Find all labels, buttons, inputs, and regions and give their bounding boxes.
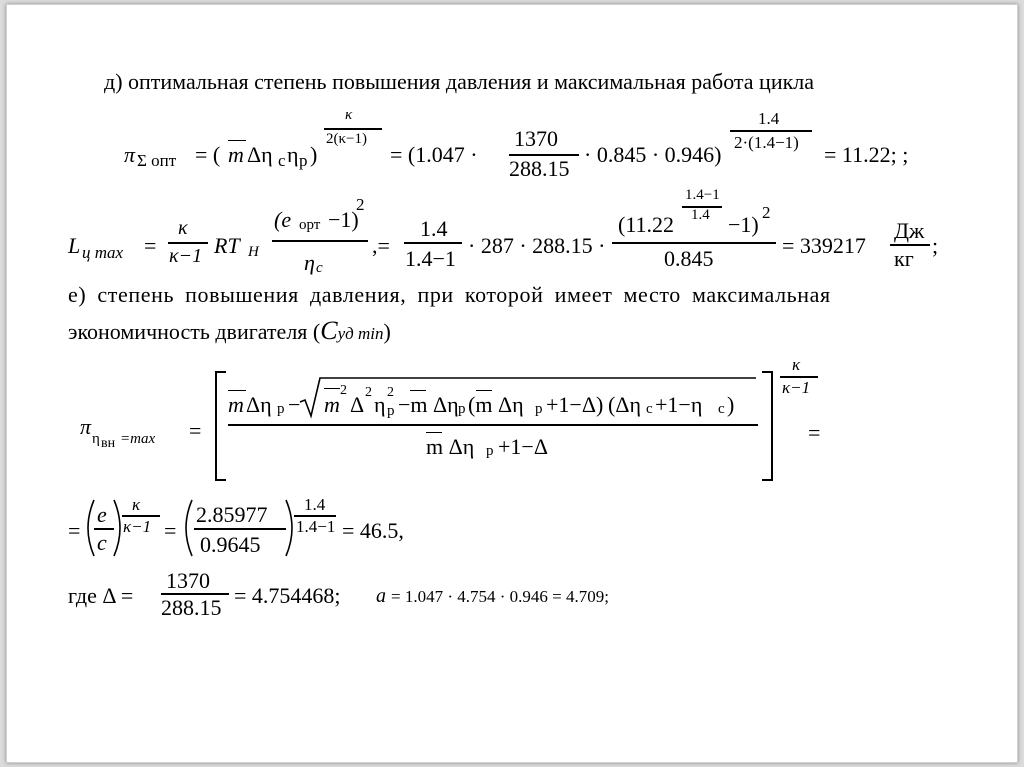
heading-d: д) оптимальная степень повышения давления и максимальная работа цикла <box>104 69 815 94</box>
eq2-eq: = <box>144 233 157 258</box>
heading-e-text: е) степень повышения давления, при которой имеет место максимальная <box>68 282 831 307</box>
eq2-n2-sq: 2 <box>762 203 771 222</box>
eq2-n2a: (11.22 <box>618 212 675 237</box>
eq2-opt-sub: орт <box>299 217 321 233</box>
heading-e-close: ) <box>383 319 391 344</box>
eq3-root-paren2: (Δη <box>608 392 641 417</box>
eq5-a: a <box>376 585 386 607</box>
eq2-mid: · 287 · 288.15 · <box>468 233 606 258</box>
eq3-sub-max: =max <box>120 431 156 447</box>
eq3-eq: = <box>189 418 202 443</box>
eq3-root-delta-sq: 2 <box>365 385 372 400</box>
eq2-pow-den: 1.4 <box>691 207 710 223</box>
eq3-sub-vn: вн <box>101 436 116 451</box>
eq5-num: 1370 <box>166 568 210 593</box>
eq2-sq: 2 <box>356 195 365 214</box>
eq4-result: = 46.5, <box>342 518 404 543</box>
heading-e-line2 <box>68 318 391 344</box>
eq2-result: = 339217 <box>782 233 866 258</box>
eq2-Lsub: ц max <box>82 243 124 262</box>
eq2-d1: 1.4−1 <box>405 246 456 271</box>
eq1-num: 1370 <box>514 126 558 151</box>
eq1-exp2-num: 1.4 <box>758 109 780 128</box>
eq4-den: 0.9645 <box>200 532 261 557</box>
eq2-L: L <box>68 233 81 258</box>
heading-e-C: C <box>320 316 338 345</box>
eq2-eta: η <box>304 250 315 275</box>
eq3-root-close: ) <box>727 392 735 417</box>
eq2-kappa-num: κ <box>178 217 188 239</box>
eq3-root-eta-p: p <box>387 403 395 419</box>
eq1-eq2: = (1.047 · <box>390 142 478 167</box>
eq4-e: e <box>97 502 107 527</box>
eq4-num: 2.85977 <box>196 502 268 527</box>
eq2-unit-num: Дж <box>894 218 925 243</box>
eq1-result: = 11.22; ; <box>824 142 909 167</box>
eq1-eq-open: = ( <box>195 142 221 167</box>
eq1-den: 288.15 <box>509 156 570 181</box>
eq2-minus1: −1) <box>328 207 359 232</box>
eq3-root-m: m <box>324 392 340 417</box>
eq2-pow-num: 1.4−1 <box>685 187 720 203</box>
eq2-d2: 0.845 <box>664 246 714 271</box>
slide <box>6 4 1018 763</box>
eq3-num-minus: − <box>288 392 301 417</box>
eq3-den-p: p <box>486 443 494 459</box>
eq3-root-paren2-c: c <box>646 401 653 417</box>
eq2-eta-sub-c: c <box>316 260 323 276</box>
eq4-exp-num: κ <box>132 495 141 514</box>
eq5-result: = 4.754468; <box>234 583 341 608</box>
eq1-sub-c: c <box>278 151 286 170</box>
eq3-root-delta: Δ <box>350 392 365 417</box>
eq1-exp-den: 2(κ−1) <box>326 131 368 147</box>
eq4-exp2-num: 1.4 <box>304 495 326 514</box>
eq2-open-e: (e <box>274 207 292 232</box>
eq4-eq: = <box>68 518 81 543</box>
eq3-num-p: p <box>277 401 285 417</box>
eq2-comma-eq: ,= <box>372 233 390 258</box>
eq4-c: c <box>97 530 107 555</box>
eq3-den-b: +1−Δ <box>498 434 548 459</box>
eq2-RT: RT <box>214 233 240 258</box>
eq5-den: 288.15 <box>161 595 222 620</box>
eq4-exp2-den: 1.4−1 <box>296 517 336 536</box>
eq1-sub: Σ опт <box>137 151 177 170</box>
eq4-eq2: = <box>164 518 177 543</box>
eq3-root-rest-p: p <box>458 401 466 417</box>
eq3-root-paren1b: +1−Δ) <box>546 392 604 417</box>
eq3-root-rest: −m Δη <box>398 392 459 417</box>
eq2-semi: ; <box>932 233 939 258</box>
eq3-sub-eta: η <box>92 431 100 447</box>
eq1-tail: · 0.845 · 0.946) <box>584 142 722 167</box>
eq2-n1: 1.4 <box>420 216 448 241</box>
eq3-num-delta-eta: Δη <box>246 392 272 417</box>
eq5-where: где Δ = <box>68 583 134 608</box>
eq3-right-bracket <box>758 370 778 482</box>
heading-e-sub: уд min <box>337 324 384 343</box>
eq3-root-paren2-c2: c <box>718 401 725 417</box>
heading-e-line2-text: экономичность двигателя ( <box>68 319 321 344</box>
eq3-root-paren1-p: p <box>535 401 543 417</box>
eq1-close: ) <box>310 142 318 167</box>
eq1-pi: π <box>124 142 136 167</box>
eq3-exp-num: κ <box>792 355 801 374</box>
eq2-kappa-den: κ−1 <box>169 245 203 267</box>
eq3-root-m-sq: 2 <box>340 383 347 398</box>
eq3-den-a: m Δη <box>426 434 475 459</box>
eq3-root-eta: η <box>374 392 386 417</box>
eq3-root-eta-sq: 2 <box>387 385 394 400</box>
eq3-pi: π <box>80 414 92 439</box>
eq3-tail: = <box>808 420 821 445</box>
eq1-exp-num: κ <box>345 107 353 123</box>
eq5-rest: = 1.047 · 4.754 · 0.946 = 4.709; <box>391 587 609 606</box>
eq2-n2b: −1) <box>728 212 759 237</box>
heading-e-line1 <box>68 284 952 306</box>
eq1-eta: η <box>287 142 299 167</box>
eq3-left-bracket <box>212 370 232 482</box>
eq1-delta-eta: Δη <box>247 142 273 167</box>
eq3-exp-den: κ−1 <box>782 378 811 397</box>
eq4-exp-den: κ−1 <box>123 517 152 536</box>
eq1-m: m <box>228 142 244 167</box>
eq3-root-paren1: (m Δη <box>468 392 524 417</box>
eq2-Hsub: H <box>248 244 259 260</box>
eq1-sub-p: p <box>299 151 308 170</box>
eq2-unit-den: кг <box>894 246 914 271</box>
eq1-exp2-den: 2·(1.4−1) <box>734 133 799 152</box>
eq3-root-paren2b: +1−η <box>655 392 703 417</box>
eq3-num-m: m <box>228 392 244 417</box>
